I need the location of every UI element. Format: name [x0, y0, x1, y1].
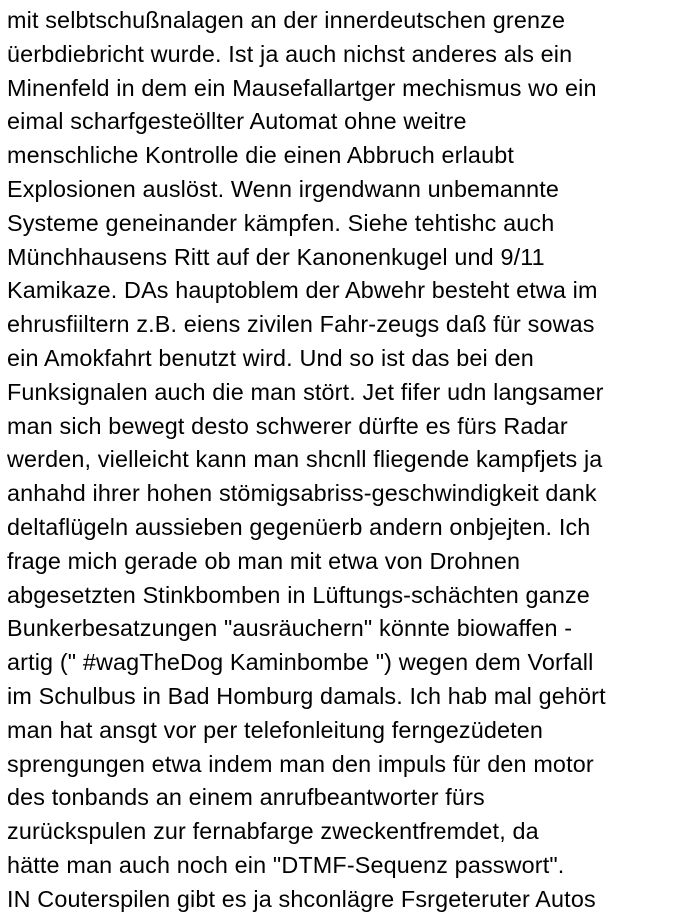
- text-line: üerbdiebricht wurde. Ist ja auch nichst anderes als ein: [7, 40, 573, 67]
- text-line: frage mich gerade ob man mit etwa von Drohnen: [7, 547, 521, 574]
- text-line: man hat ansgt vor per telefonleitung ferngezüdeten: [7, 716, 544, 743]
- text-line: artig (" #wagTheDog Kaminbombe ") wegen dem Vorfall: [7, 649, 594, 676]
- text-line: Systeme geneinander kämpfen. Siehe tehtishc auch: [7, 209, 555, 236]
- text-line: IN Couterspilen gibt es ja shconlägre Fsrgeteruter Autos: [7, 885, 596, 912]
- text-line: Explosionen auslöst. Wenn irgendwann unbemannte: [7, 175, 560, 202]
- body-text: [7, 4, 683, 917]
- text-line: zurückspulen zur fernabfarge zweckentfremdet, da: [7, 818, 539, 845]
- text-line: Funksignalen auch die man stört. Jet fifer udn langsamer: [7, 378, 604, 405]
- text-line: werden, vielleicht kann man shcnll fliegende kampfjets ja: [7, 446, 603, 473]
- text-line: Minenfeld in dem ein Mausefallartger mechismus wo ein: [7, 74, 597, 101]
- text-line: eimal scharfgesteöllter Automat ohne weitre: [7, 108, 467, 135]
- text-line: Münchhausens Ritt auf der Kanonenkugel und 9/11: [7, 243, 545, 270]
- text-line: man sich bewegt desto schwerer dürfte es fürs Radar: [7, 412, 568, 439]
- text-line: Kamikaze. DAs hauptoblem der Abwehr besteht etwa im: [7, 277, 598, 304]
- text-line: im Schulbus in Bad Homburg damals. Ich hab mal gehört: [7, 682, 606, 709]
- text-line: des tonbands an einem anrufbeantworter fürs: [7, 784, 485, 811]
- text-line: ein Amokfahrt benutzt wird. Und so ist das bei den: [7, 344, 534, 371]
- text-line: hätte man auch noch ein "DTMF-Sequenz passwort".: [7, 851, 565, 878]
- text-line: anhahd ihrer hohen stömigsabriss-geschwindigkeit dank: [7, 480, 597, 507]
- text-line: mit selbtschußnalagen an der innerdeutschen grenze: [7, 7, 566, 33]
- text-line: menschliche Kontrolle die einen Abbruch erlaubt: [7, 142, 515, 169]
- text-line: Bunkerbesatzungen "ausräuchern" könnte biowaffen -: [7, 615, 573, 642]
- text-line: abgesetzten Stinkbomben in Lüftungs-schächten ganze: [7, 581, 590, 608]
- text-line: ehrusfiiltern z.B. eiens zivilen Fahr-zeugs daß für sowas: [7, 311, 595, 338]
- text-line: sprengungen etwa indem man den impuls für den motor: [7, 750, 594, 777]
- text-line: deltaflügeln aussieben gegenüerb andern onbjejten. Ich: [7, 513, 591, 540]
